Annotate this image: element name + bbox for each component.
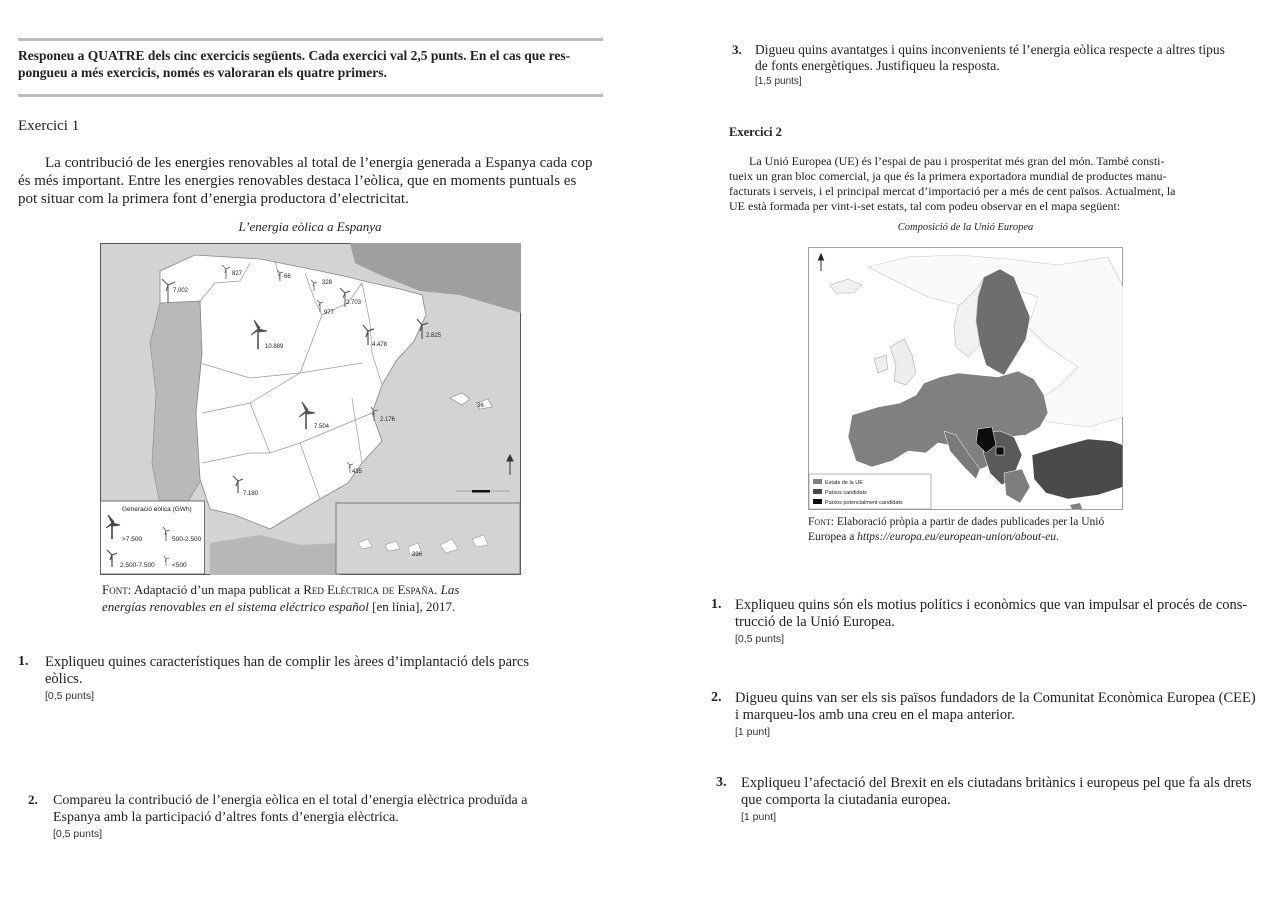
paragraph-line-1: La contribució de les energies renovables al total de l’energia generada a Espanya cada cop <box>45 155 593 171</box>
value-basque: 328 <box>322 280 333 286</box>
legend-class-2: 500-2.500 <box>172 536 202 543</box>
question-line-2: trucció de la Unió Europea. <box>735 614 895 630</box>
question-number: 1. <box>18 654 29 669</box>
eu-map-source <box>808 515 1138 545</box>
source-org: Red Eléctrica de España. <box>303 582 438 597</box>
legend-potential: Països potencialment candidats <box>825 500 903 506</box>
question-line-1: Compareu la contribució de l’energia eòlica en el total d’energia elèctrica produïda a <box>53 793 528 808</box>
paragraph-line-4: UE està formada per vint-i-set estats, tal com podeu observar en el mapa següent: <box>729 199 1121 213</box>
legend-candidates: Països candidats <box>825 490 867 496</box>
question-line-1: Digueu quins van ser els sis països fundadors de la Comunitat Econòmica Europea (CEE) <box>735 690 1256 706</box>
eu-map-title: Composició de la Unió Europea <box>897 222 1034 233</box>
question-number: 3. <box>732 42 742 57</box>
instructions-bottom-rule <box>18 94 603 97</box>
question-line-1: Digueu quins avantatges i quins inconvenients té l’energia eòlica respecte a altres tipus <box>755 42 1225 57</box>
exercise-2-title: Exercici 2 <box>729 125 782 139</box>
source-title-2: energías renovables en el sistema eléctrico español <box>102 599 369 614</box>
exercise-2-paragraph <box>729 154 1205 214</box>
question-points: [1,5 punts] <box>755 76 802 87</box>
legend-title: Generació eòlica (GWh) <box>122 506 192 513</box>
question-points: [0,5 punts] <box>53 828 103 840</box>
question-points: [0,5 punts] <box>45 690 95 702</box>
question-line-1: Expliqueu quins són els motius polítics i econòmics que van impulsar el procés de cons- <box>735 597 1248 613</box>
question-number: 2. <box>28 792 38 807</box>
spain-wind-map <box>100 243 521 575</box>
value-aragon: 4.478 <box>372 342 388 348</box>
question-number: 2. <box>711 690 722 705</box>
value-valencia: 2.176 <box>380 417 396 423</box>
exercise-1-title: Exercici 1 <box>18 118 80 134</box>
paragraph-line-2: tueix un gran bloc comercial, ja que és la primera exportadora mundial de productes manu- <box>729 169 1167 183</box>
legend-swatch-candidates <box>813 489 822 494</box>
question-line-1: Expliqueu quines característiques han de complir les àrees d’implantació dels parcs <box>45 654 529 670</box>
source-text-1: Elaboració pròpia a partir de dades publicades per la Unió <box>834 516 1105 528</box>
paragraph-line-2: és més important. Entre les energies renovables destaca l’eòlica, que en moments puntuals es <box>18 173 577 189</box>
value-murcia: 435 <box>352 469 363 475</box>
legend-class-3: 2.500-7.500 <box>120 562 155 569</box>
question-line-1: Expliqueu l’afectació del Brexit en els ciutadans britànics i europeus pel que fa als drets <box>741 775 1252 791</box>
value-navarra: 2.703 <box>346 300 362 306</box>
spain-map-legend <box>101 501 205 574</box>
question-line-2: Espanya amb la participació d’altres fonts d’energia elèctrica. <box>53 810 399 825</box>
question-points: [1 punt] <box>735 726 771 738</box>
source-label: Font: <box>102 582 132 597</box>
legend-eu: Estats de la UE <box>825 480 863 486</box>
question-number: 3. <box>716 775 727 790</box>
question-number: 1. <box>711 597 722 612</box>
question-line-2: i marqueu-los amb una creu en el mapa anterior. <box>735 707 1015 723</box>
value-cantabria: 66 <box>284 274 291 280</box>
question-points: [1 punt] <box>741 811 777 823</box>
spain-map-title: L’energia eòlica a Espanya <box>238 219 382 234</box>
spain-map-source <box>102 581 532 615</box>
source-text-1: Adaptació d’un mapa publicat a <box>131 582 304 597</box>
value-galicia: 7.002 <box>173 288 189 294</box>
source-label: Font: <box>808 516 835 528</box>
legend-class-4: <500 <box>172 562 187 569</box>
paragraph-line-3: facturats i serveis, i el principal mercat d’importació per a més de cent països. Actualment, la <box>729 184 1176 198</box>
question-points: [0,5 punts] <box>735 633 785 645</box>
value-balearic: 36 <box>477 403 484 409</box>
source-end: . <box>1055 531 1059 543</box>
legend-class-1: >7.500 <box>122 536 143 543</box>
portugal-landmass <box>150 301 202 505</box>
paragraph-line-1: La Unió Europea (UE) és l’espai de pau i prosperitat més gran del món. També consti- <box>749 154 1165 168</box>
eu-map-legend <box>809 474 931 509</box>
source-text-2: [en línia], 2017. <box>368 599 456 614</box>
source-text-2: Europea a <box>808 531 858 543</box>
value-andalusia: 7.180 <box>243 491 259 497</box>
source-url[interactable]: https://europa.eu/european-union/about-eu <box>857 531 1056 543</box>
top-rule <box>18 38 603 41</box>
instructions <box>18 47 608 81</box>
value-canary: 396 <box>412 552 423 558</box>
instructions-line-1: Responeu a QUATRE dels cinc exercicis següents. Cada exercici val 2,5 punts. En el cas que res- <box>18 48 571 63</box>
question-line-2: eòlics. <box>45 671 83 687</box>
instructions-line-2: pongueu a més exercicis, només es valoraran els quatre primers. <box>18 65 387 80</box>
value-catalonia: 2.825 <box>426 333 442 339</box>
value-larioja: 977 <box>324 310 335 316</box>
question-line-2: que comporta la ciutadania europea. <box>741 792 951 808</box>
eu-map <box>808 247 1123 510</box>
question-line-2: de fonts energètiques. Justifiqueu la resposta. <box>755 58 1000 73</box>
value-asturias: 827 <box>232 271 243 277</box>
source-title-1: Las <box>437 582 460 597</box>
paragraph-line-3: pot situar com la primera font d’energia productora d’electricitat. <box>18 191 409 207</box>
legend-swatch-eu <box>813 479 822 484</box>
value-castilla-leon: 10.889 <box>265 344 284 350</box>
legend-swatch-potential <box>813 499 822 504</box>
exercise-1-paragraph <box>18 154 604 208</box>
value-castilla-mancha: 7.504 <box>314 424 330 430</box>
